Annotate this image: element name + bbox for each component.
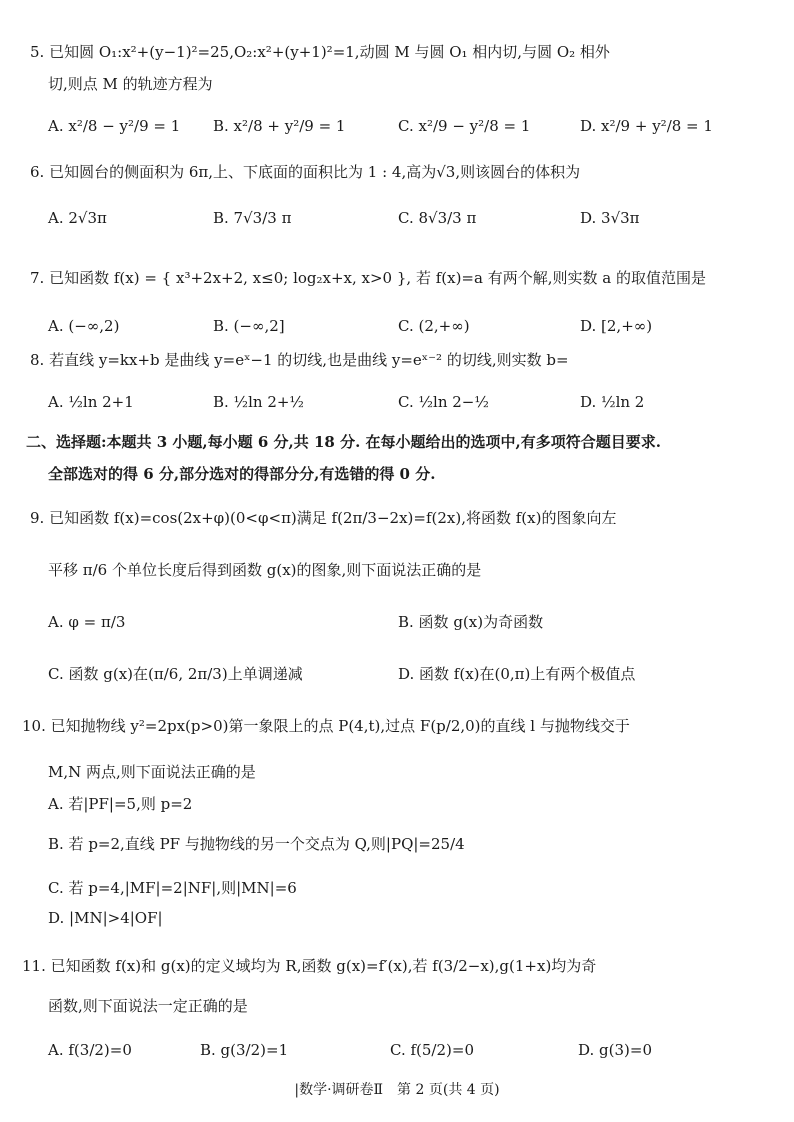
q10-option-b: B. 若 p=2,直线 PF 与抛物线的另一个交点为 Q,则|PQ|=25/4 bbox=[48, 835, 465, 853]
q11-stem-line1: 11. 已知函数 f(x)和 g(x)的定义域均为 R,函数 g(x)=f′(x),若 f(3/2−x),g(1+x)均为奇 bbox=[22, 957, 597, 975]
q5-stem-line1: 5. 已知圆 O₁:x²+(y−1)²=25,O₂:x²+(y+1)²=1,动圆 M 与圆 O₁ 相内切,与圆 O₂ 相外 bbox=[30, 43, 610, 61]
q5-stem-line2: 切,则点 M 的轨迹方程为 bbox=[48, 75, 213, 93]
q8-option-a: A. ½ln 2+1 bbox=[48, 393, 134, 411]
q8-option-b: B. ½ln 2+½ bbox=[213, 393, 304, 411]
q11-option-a: A. f(3/2)=0 bbox=[48, 1041, 132, 1059]
q10-option-d: D. |MN|>4|OF| bbox=[48, 909, 163, 927]
q6-option-c: C. 8√3/3 π bbox=[398, 209, 477, 227]
q11-stem-line2: 函数,则下面说法一定正确的是 bbox=[48, 997, 248, 1015]
q6-stem-line1: 6. 已知圆台的侧面积为 6π,上、下底面的面积比为 1 : 4,高为√3,则该圆台的体积为 bbox=[30, 163, 581, 181]
section2-heading-line2: 全部选对的得 6 分,部分选对的得部分分,有选错的得 0 分. bbox=[48, 465, 436, 483]
q11-option-d: D. g(3)=0 bbox=[578, 1041, 652, 1059]
q9-stem-line2: 平移 π/6 个单位长度后得到函数 g(x)的图象,则下面说法正确的是 bbox=[48, 561, 482, 579]
q5-option-c: C. x²/9 − y²/8 = 1 bbox=[398, 117, 531, 135]
q9-option-d: D. 函数 f(x)在(0,π)上有两个极值点 bbox=[398, 665, 636, 683]
q5-option-a: A. x²/8 − y²/9 = 1 bbox=[48, 117, 181, 135]
q8-stem-line1: 8. 若直线 y=kx+b 是曲线 y=eˣ−1 的切线,也是曲线 y=eˣ⁻² 的切线,则实数 b= bbox=[30, 351, 569, 369]
q6-option-b: B. 7√3/3 π bbox=[213, 209, 292, 227]
q9-option-a: A. φ = π/3 bbox=[48, 613, 126, 631]
q10-option-c: C. 若 p=4,|MF|=2|NF|,则|MN|=6 bbox=[48, 879, 297, 897]
q10-stem-line2: M,N 两点,则下面说法正确的是 bbox=[48, 763, 256, 781]
q8-option-d: D. ½ln 2 bbox=[580, 393, 645, 411]
q7-option-b: B. (−∞,2] bbox=[213, 317, 285, 335]
section2-heading-line1: 二、选择题:本题共 3 小题,每小题 6 分,共 18 分. 在每小题给出的选项中,有多项符合题目要求. bbox=[26, 433, 661, 451]
q7-option-a: A. (−∞,2) bbox=[48, 317, 120, 335]
q7-option-c: C. (2,+∞) bbox=[398, 317, 470, 335]
q7-option-d: D. [2,+∞) bbox=[580, 317, 653, 335]
q6-option-a: A. 2√3π bbox=[48, 209, 107, 227]
q9-option-c: C. 函数 g(x)在(π/6, 2π/3)上单调递减 bbox=[48, 665, 303, 683]
q11-option-c: C. f(5/2)=0 bbox=[390, 1041, 474, 1059]
q7-stem-line1: 7. 已知函数 f(x) = { x³+2x+2, x≤0; log₂x+x, x>0 }, 若 f(x)=a 有两个解,则实数 a 的取值范围是 bbox=[30, 269, 706, 287]
q8-option-c: C. ½ln 2−½ bbox=[398, 393, 489, 411]
q6-option-d: D. 3√3π bbox=[580, 209, 640, 227]
q11-option-b: B. g(3/2)=1 bbox=[200, 1041, 289, 1059]
q5-option-b: B. x²/8 + y²/9 = 1 bbox=[213, 117, 346, 135]
q10-option-a: A. 若|PF|=5,则 p=2 bbox=[48, 795, 193, 813]
q9-option-b: B. 函数 g(x)为奇函数 bbox=[398, 613, 544, 631]
q5-option-d: D. x²/9 + y²/8 = 1 bbox=[580, 117, 713, 135]
q9-stem-line1: 9. 已知函数 f(x)=cos(2x+φ)(0<φ<π)满足 f(2π/3−2x)=f(2x),将函数 f(x)的图象向左 bbox=[30, 509, 617, 527]
q10-stem-line1: 10. 已知抛物线 y²=2px(p>0)第一象限上的点 P(4,t),过点 F(p/2,0)的直线 l 与抛物线交于 bbox=[22, 717, 630, 735]
page-footer: |数学·调研卷Ⅱ 第 2 页(共 4 页) bbox=[294, 1082, 500, 1098]
